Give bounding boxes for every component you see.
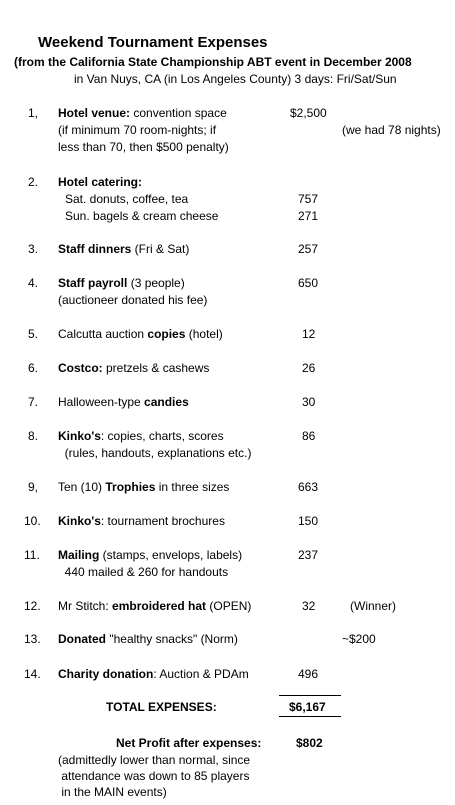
item-description: Hotel venue: convention space — [58, 106, 227, 120]
total-underline — [279, 716, 341, 717]
item-number: 7. — [28, 395, 39, 409]
document-title: Weekend Tournament Expenses — [38, 34, 268, 51]
total-label: TOTAL EXPENSES: — [106, 700, 217, 714]
profit-label: Net Profit after expenses: — [116, 736, 262, 750]
item-description: Charity donation: Auction & PDAm — [58, 667, 249, 681]
sub-item: Sun. bagels & cream cheese — [65, 209, 219, 223]
item-side-note: ~$200 — [342, 632, 376, 646]
item-amount: $2,500 — [290, 106, 327, 120]
item-number: 5. — [28, 327, 39, 341]
item-number: 4. — [28, 276, 39, 290]
item-amount: 237 — [298, 548, 319, 562]
item-note: less than 70, then $500 penalty) — [58, 140, 229, 154]
item-number: 12. — [24, 599, 41, 613]
item-description: Costco: pretzels & cashews — [58, 361, 210, 375]
item-description: Hotel catering: — [58, 175, 143, 189]
profit-note: attendance was down to 85 players — [58, 769, 250, 783]
total-rule — [279, 695, 341, 696]
sub-item: Sat. donuts, coffee, tea — [65, 192, 189, 206]
item-amount: 496 — [298, 667, 319, 681]
item-note: (rules, handouts, explanations etc.) — [58, 446, 252, 460]
item-note: (auctioneer donated his fee) — [58, 293, 208, 307]
item-amount: 150 — [298, 514, 319, 528]
sub-item-amount: 271 — [298, 209, 319, 223]
item-number: 2. — [28, 175, 39, 189]
item-amount: 30 — [302, 395, 316, 409]
document-subtitle: (from the California State Championship ABT event in December 2008 — [14, 55, 412, 69]
item-description: Ten (10) Trophies in three sizes — [58, 480, 230, 494]
item-amount: 26 — [302, 361, 316, 375]
item-note: 440 mailed & 260 for handouts — [58, 565, 229, 579]
item-description: Mr Stitch: embroidered hat (OPEN) — [58, 599, 252, 613]
item-note: (if minimum 70 room-nights; if — [58, 123, 217, 137]
sub-item-amount: 757 — [298, 192, 319, 206]
item-amount: 257 — [298, 242, 319, 256]
item-amount: 86 — [302, 429, 316, 443]
profit-note: in the MAIN events) — [58, 785, 167, 799]
item-amount: 12 — [302, 327, 316, 341]
item-amount: 650 — [298, 276, 319, 290]
item-number: 6. — [28, 361, 39, 375]
item-description: Donated "healthy snacks" (Norm) — [58, 632, 238, 646]
item-number: 3. — [28, 242, 39, 256]
item-number: 8. — [28, 429, 39, 443]
item-amount: 663 — [298, 480, 319, 494]
total-amount: $6,167 — [289, 700, 326, 714]
item-side-note: (we had 78 nights) — [342, 123, 441, 137]
item-description: Staff dinners (Fri & Sat) — [58, 242, 190, 256]
item-number: 1, — [28, 106, 39, 120]
item-description: Halloween-type candies — [58, 395, 189, 409]
item-description: Calcutta auction copies (hotel) — [58, 327, 223, 341]
item-amount: 32 — [302, 599, 316, 613]
item-number: 10. — [24, 514, 41, 528]
item-description: Mailing (stamps, envelops, labels) — [58, 548, 243, 562]
item-number: 14. — [24, 667, 41, 681]
item-description: Kinko's: tournament brochures — [58, 514, 225, 528]
item-number: 13. — [24, 632, 41, 646]
item-number: 11. — [24, 548, 40, 562]
item-description: Staff payroll (3 people) — [58, 276, 185, 290]
item-side-note: (Winner) — [350, 599, 397, 613]
item-description: Kinko's: copies, charts, scores — [58, 429, 224, 443]
item-number: 9, — [28, 480, 39, 494]
profit-amount: $802 — [296, 736, 323, 750]
document-location: in Van Nuys, CA (in Los Angeles County) 3 days: Fri/Sat/Sun — [74, 72, 397, 86]
profit-note: (admittedly lower than normal, since — [58, 753, 251, 767]
